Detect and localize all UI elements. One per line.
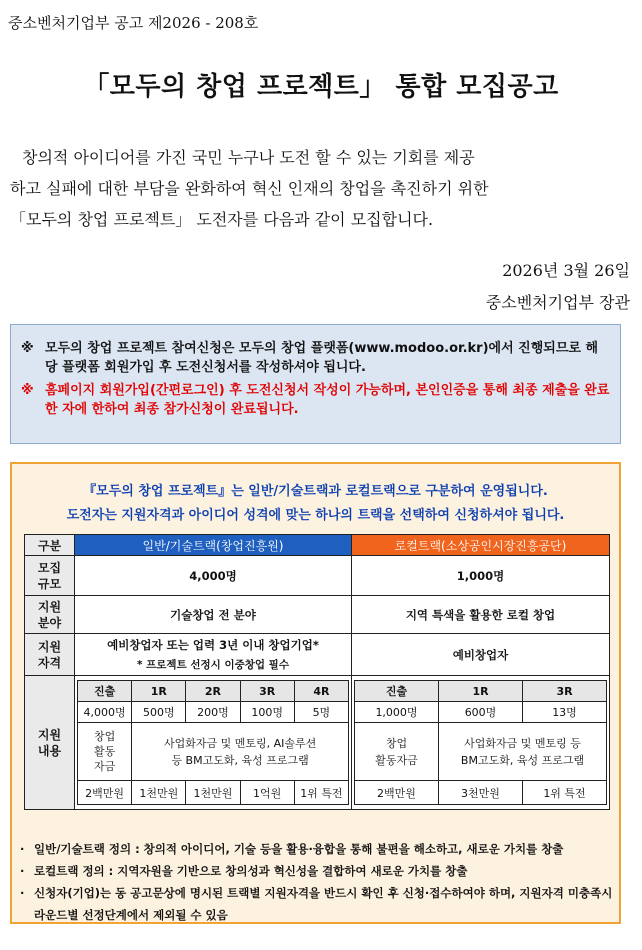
- general-qualification: [75, 634, 352, 676]
- general-qualification-note: * 프로젝트 선정시 이중창업 필수: [137, 659, 289, 671]
- local-field: 지역 특색을 활용한 로컬 창업: [352, 596, 610, 634]
- local-stage-amount: 3천만원: [439, 781, 523, 805]
- general-stage-count: 4,000명: [78, 702, 132, 723]
- local-stage-header: 1R: [439, 681, 523, 702]
- local-stage-count: 600명: [439, 702, 523, 723]
- local-scale: 1,000명: [352, 556, 610, 596]
- application-notice-box: [10, 324, 621, 444]
- general-field: 기술창업 전 분야: [75, 596, 352, 634]
- local-track-header: 로컬트랙(소상공인시장진흥공단): [352, 535, 610, 556]
- footnotes: [20, 838, 615, 926]
- local-qualification: 예비창업자: [352, 634, 610, 676]
- tracks-intro-line-2: 도전자는 지원자격과 아이디어 성격에 맞는 하나의 트랙을 선택하여 신청하셔야 됩니다.: [66, 508, 565, 523]
- notice-number: 중소벤처기업부 공고 제2026 - 208호: [8, 14, 259, 32]
- notice-item-1: [21, 339, 610, 377]
- scale-label: 모집 규모: [25, 556, 75, 596]
- local-support-desc: 사업화자금 및 멘토링 등 BM고도화, 육성 프로그램: [439, 723, 607, 781]
- page-title: 「모두의 창업 프로젝트」 통합 모집공고: [83, 72, 559, 102]
- reference-mark-icon: ※: [21, 383, 34, 398]
- footnote-text-2: 로컬트랙 정의 : 지역자원을 기반으로 창의성과 혁신성을 결합하여 새로운 가치를 창출: [34, 864, 468, 878]
- field-label: 지원 분야: [25, 596, 75, 634]
- content-label: 지원 내용: [25, 676, 75, 810]
- general-stage-count: 100명: [240, 702, 294, 723]
- general-stage-count: 5명: [294, 702, 348, 723]
- general-stage-header: 진출: [78, 681, 132, 702]
- local-support-label: 창업 활동자금: [355, 723, 439, 781]
- general-stage-amount: 1억원: [240, 781, 294, 805]
- reference-mark-icon: ※: [21, 341, 34, 356]
- general-stage-header: 2R: [186, 681, 240, 702]
- general-stage-amount: 1천만원: [132, 781, 186, 805]
- general-stage-header: 4R: [294, 681, 348, 702]
- intro-paragraph: [10, 142, 632, 235]
- local-stage-amount: 1위 특전: [523, 781, 607, 805]
- bullet-icon: ·: [20, 842, 25, 856]
- general-qualification-text: 예비창업자 또는 업력 3년 이내 창업기업*: [107, 638, 319, 652]
- general-support-label: 창업 활동 자금: [78, 723, 132, 781]
- local-support-table: [354, 680, 607, 805]
- local-stage-header: 진출: [355, 681, 439, 702]
- notice-text-2: 홈페이지 회원가입(간편로그인) 후 도전신청서 작성이 가능하며, 본인인증을 통해 최종 제출을 완료한 자에 한하여 최종 참가신청이 완료됩니다.: [45, 383, 610, 417]
- qualification-label: 지원 자격: [25, 634, 75, 676]
- local-stage-amount: 2백만원: [355, 781, 439, 805]
- footnote-3: [20, 882, 615, 926]
- tracks-box: [10, 462, 621, 924]
- general-stage-header: 1R: [132, 681, 186, 702]
- general-stage-amount: 2백만원: [78, 781, 132, 805]
- bullet-icon: ·: [20, 864, 25, 878]
- local-stage-count: 1,000명: [355, 702, 439, 723]
- tracks-intro-line-1: 『모두의 창업 프로젝트』는 일반/기술트랙과 로컬트랙으로 구분하여 운영됩니다.: [83, 484, 548, 499]
- footnote-1: [20, 838, 615, 860]
- general-content: [75, 676, 352, 810]
- notice-text-1: 모두의 창업 프로젝트 참여신청은 모두의 창업 플랫폼(www.modoo.or.kr)에서 진행되므로 해당 플랫폼 회원가입 후 도전신청서를 작성하셔야 됩니다.: [45, 341, 599, 375]
- general-support-table: [77, 680, 349, 805]
- footnote-2: [20, 860, 615, 882]
- tracks-table: [24, 534, 610, 810]
- issuer: 중소벤처기업부 장관: [485, 293, 630, 312]
- announcement-date: 2026년 3월 26일: [502, 261, 630, 280]
- intro-line-3: 「모두의 창업 프로젝트」 도전자를 다음과 같이 모집합니다.: [10, 210, 434, 229]
- intro-line-2: 하고 실패에 대한 부담을 완화하여 혁신 인재의 창업을 촉진하기 위한: [10, 179, 489, 198]
- local-content: [352, 676, 610, 810]
- notice-item-2: [21, 381, 610, 419]
- bullet-icon: ·: [20, 886, 25, 900]
- local-stage-header: 3R: [523, 681, 607, 702]
- general-stage-count: 200명: [186, 702, 240, 723]
- general-support-desc: 사업화자금 및 멘토링, AI솔루션 등 BM고도화, 육성 프로그램: [132, 723, 349, 781]
- general-track-header: 일반/기술트랙(창업진흥원): [75, 535, 352, 556]
- general-stage-amount: 1위 특전: [294, 781, 348, 805]
- general-stage-count: 500명: [132, 702, 186, 723]
- general-scale: 4,000명: [75, 556, 352, 596]
- general-stage-header: 3R: [240, 681, 294, 702]
- col-label: 구분: [25, 535, 75, 556]
- footnote-text-3: 신청자(기업)는 동 공고문상에 명시된 트랙별 지원자격을 반드시 확인 후 신청·접수하여야 하며, 지원자격 미충족시 라운드별 선정단계에서 제외될 수 있음: [34, 886, 613, 922]
- local-stage-count: 13명: [523, 702, 607, 723]
- general-stage-amount: 1천만원: [186, 781, 240, 805]
- intro-line-1: 창의적 아이디어를 가진 국민 누구나 도전 할 수 있는 기회를 제공: [22, 148, 475, 167]
- footnote-text-1: 일반/기술트랙 정의 : 창의적 아이디어, 기술 등을 활용·융합을 통해 불편을 해소하고, 새로운 가치를 창출: [34, 842, 564, 856]
